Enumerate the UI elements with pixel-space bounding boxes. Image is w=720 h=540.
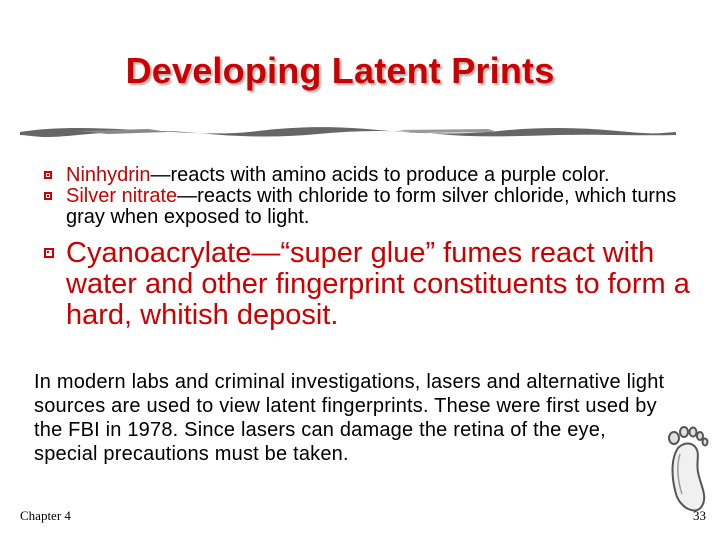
brush-stroke-divider (18, 122, 678, 142)
bullet-silver-nitrate (44, 186, 694, 228)
bullet-ninhydrin (44, 165, 694, 186)
square-bullet-icon (44, 192, 52, 200)
bullet-term: Silver nitrate (66, 185, 178, 207)
bullet-term: Ninhydrin (66, 164, 151, 186)
bullet-term: Cyanoacrylate (66, 237, 252, 269)
footprint-icon (656, 420, 712, 520)
body-paragraph: In modern labs and criminal investigations, lasers and alternative light sources are used to view latent fingerprints. These were first used by the FBI in 1978. Since lasers can damage the retina of the eye, special precautions must be taken. (34, 371, 665, 465)
square-bullet-icon (44, 248, 54, 258)
bullet-text: —“super glue” fumes react with water and other fingerprint constituents to form a hard, whitish deposit. (66, 237, 690, 331)
page-number: 33 (693, 508, 706, 523)
square-bullet-icon (44, 171, 52, 179)
bullet-text: —reacts with chloride to form silver chloride, which turns gray when exposed to light. (66, 185, 677, 228)
bullet-text: —reacts with amino acids to produce a purple color. (150, 164, 610, 186)
slide-title: Developing Latent Prints (125, 50, 555, 91)
bullet-list (44, 165, 694, 331)
bullet-cyanoacrylate (44, 238, 694, 331)
footer-chapter: Chapter 4 (20, 508, 71, 523)
